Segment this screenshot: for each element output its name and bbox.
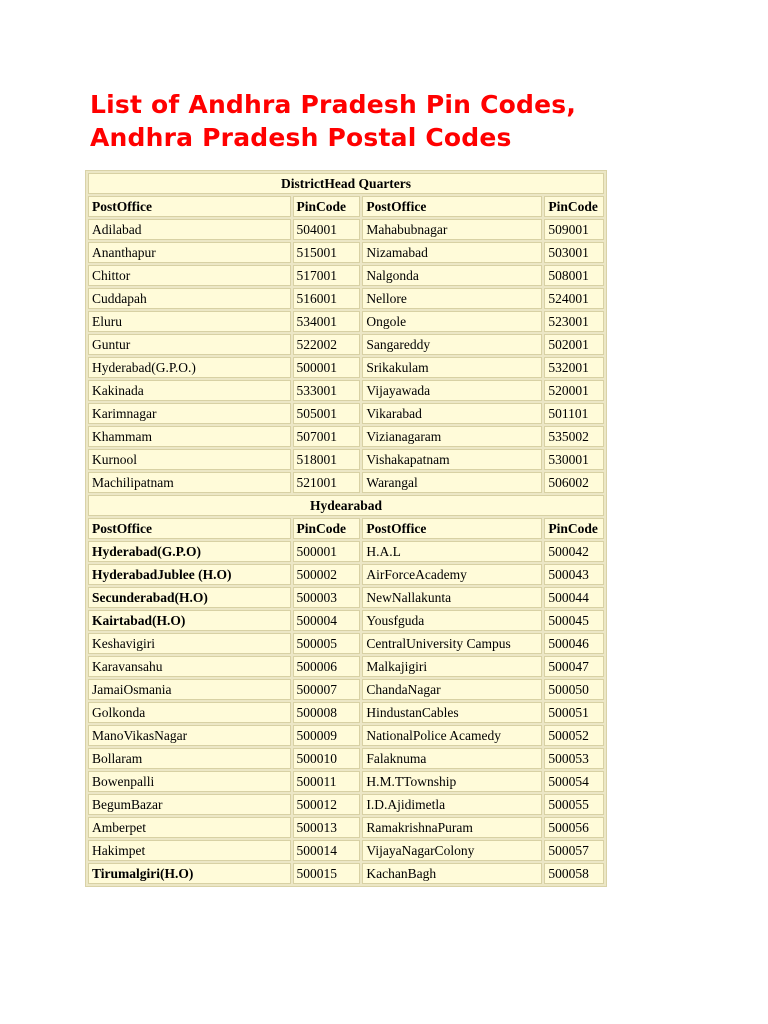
cell-post-office: Ongole <box>362 311 542 332</box>
column-header-row <box>88 518 604 539</box>
pin-code-table <box>85 170 607 887</box>
cell-post-office: Warangal <box>362 472 542 493</box>
cell-post-office: BegumBazar <box>88 794 291 815</box>
cell-post-office: Nizamabad <box>362 242 542 263</box>
column-header-pin-code: PinCode <box>293 518 361 539</box>
table-row <box>88 794 604 815</box>
cell-post-office: Bollaram <box>88 748 291 769</box>
cell-pin-code: 505001 <box>293 403 361 424</box>
cell-post-office: Hyderabad(G.P.O) <box>88 541 291 562</box>
column-header-post-office: PostOffice <box>88 196 291 217</box>
table-row <box>88 817 604 838</box>
table-row <box>88 610 604 631</box>
column-header-row <box>88 196 604 217</box>
cell-pin-code: 506002 <box>544 472 604 493</box>
cell-pin-code: 534001 <box>293 311 361 332</box>
cell-post-office: Cuddapah <box>88 288 291 309</box>
cell-post-office: Kakinada <box>88 380 291 401</box>
column-header-pin-code: PinCode <box>544 196 604 217</box>
cell-pin-code: 516001 <box>293 288 361 309</box>
cell-pin-code: 535002 <box>544 426 604 447</box>
cell-post-office: Guntur <box>88 334 291 355</box>
table-row <box>88 334 604 355</box>
column-header-pin-code: PinCode <box>293 196 361 217</box>
cell-post-office: Secunderabad(H.O) <box>88 587 291 608</box>
cell-post-office: Kairtabad(H.O) <box>88 610 291 631</box>
cell-pin-code: 500054 <box>544 771 604 792</box>
cell-pin-code: 500043 <box>544 564 604 585</box>
cell-pin-code: 500056 <box>544 817 604 838</box>
table-row <box>88 288 604 309</box>
cell-post-office: Chittor <box>88 265 291 286</box>
cell-pin-code: 524001 <box>544 288 604 309</box>
table-row <box>88 771 604 792</box>
cell-post-office: Vikarabad <box>362 403 542 424</box>
cell-pin-code: 532001 <box>544 357 604 378</box>
cell-post-office: Karavansahu <box>88 656 291 677</box>
table-row <box>88 679 604 700</box>
cell-pin-code: 500002 <box>293 564 361 585</box>
title-line-2: Andhra Pradesh Postal Codes <box>90 123 512 152</box>
section-heading: DistrictHead Quarters <box>88 173 604 194</box>
cell-pin-code: 518001 <box>293 449 361 470</box>
cell-post-office: Karimnagar <box>88 403 291 424</box>
cell-pin-code: 500053 <box>544 748 604 769</box>
cell-pin-code: 502001 <box>544 334 604 355</box>
table-row <box>88 541 604 562</box>
cell-post-office: NationalPolice Acamedy <box>362 725 542 746</box>
cell-pin-code: 509001 <box>544 219 604 240</box>
table-row <box>88 380 604 401</box>
cell-post-office: HindustanCables <box>362 702 542 723</box>
cell-post-office: Falaknuma <box>362 748 542 769</box>
cell-post-office: Keshavigiri <box>88 633 291 654</box>
section-heading: Hydearabad <box>88 495 604 516</box>
cell-post-office: Golkonda <box>88 702 291 723</box>
cell-pin-code: 500044 <box>544 587 604 608</box>
cell-pin-code: 500001 <box>293 541 361 562</box>
column-header-pin-code: PinCode <box>544 518 604 539</box>
table-row <box>88 840 604 861</box>
cell-post-office: Vishakapatnam <box>362 449 542 470</box>
cell-post-office: H.A.L <box>362 541 542 562</box>
table-row <box>88 725 604 746</box>
cell-pin-code: 503001 <box>544 242 604 263</box>
cell-post-office: Adilabad <box>88 219 291 240</box>
cell-pin-code: 500045 <box>544 610 604 631</box>
cell-post-office: AirForceAcademy <box>362 564 542 585</box>
table-row <box>88 357 604 378</box>
cell-pin-code: 530001 <box>544 449 604 470</box>
cell-post-office: CentralUniversity Campus <box>362 633 542 654</box>
table-row <box>88 656 604 677</box>
cell-post-office: Malkajigiri <box>362 656 542 677</box>
cell-post-office: Nalgonda <box>362 265 542 286</box>
cell-pin-code: 500008 <box>293 702 361 723</box>
table-row <box>88 449 604 470</box>
table-row <box>88 587 604 608</box>
cell-post-office: ChandaNagar <box>362 679 542 700</box>
cell-pin-code: 507001 <box>293 426 361 447</box>
cell-post-office: Srikakulam <box>362 357 542 378</box>
cell-pin-code: 500014 <box>293 840 361 861</box>
title-line-1: List of Andhra Pradesh Pin Codes, <box>90 90 577 119</box>
table-row <box>88 748 604 769</box>
cell-post-office: Sangareddy <box>362 334 542 355</box>
cell-pin-code: 500007 <box>293 679 361 700</box>
cell-post-office: Mahabubnagar <box>362 219 542 240</box>
table-row <box>88 219 604 240</box>
cell-pin-code: 500057 <box>544 840 604 861</box>
table-row <box>88 633 604 654</box>
cell-pin-code: 500047 <box>544 656 604 677</box>
cell-post-office: Tirumalgiri(H.O) <box>88 863 291 884</box>
cell-pin-code: 500013 <box>293 817 361 838</box>
cell-post-office: RamakrishnaPuram <box>362 817 542 838</box>
cell-pin-code: 500050 <box>544 679 604 700</box>
cell-post-office: Hakimpet <box>88 840 291 861</box>
cell-pin-code: 521001 <box>293 472 361 493</box>
cell-post-office: Ananthapur <box>88 242 291 263</box>
cell-pin-code: 517001 <box>293 265 361 286</box>
cell-pin-code: 500046 <box>544 633 604 654</box>
table-row <box>88 403 604 424</box>
cell-pin-code: 500006 <box>293 656 361 677</box>
cell-post-office: Khammam <box>88 426 291 447</box>
cell-pin-code: 523001 <box>544 311 604 332</box>
cell-post-office: ManoVikasNagar <box>88 725 291 746</box>
cell-pin-code: 500042 <box>544 541 604 562</box>
cell-pin-code: 500001 <box>293 357 361 378</box>
cell-pin-code: 500003 <box>293 587 361 608</box>
cell-post-office: Kurnool <box>88 449 291 470</box>
cell-post-office: HyderabadJublee (H.O) <box>88 564 291 585</box>
cell-pin-code: 500004 <box>293 610 361 631</box>
cell-pin-code: 515001 <box>293 242 361 263</box>
cell-post-office: Hyderabad(G.P.O.) <box>88 357 291 378</box>
cell-post-office: Yousfguda <box>362 610 542 631</box>
table-row <box>88 564 604 585</box>
section-heading-row <box>88 495 604 516</box>
pin-code-table-body <box>88 173 604 884</box>
cell-post-office: JamaiOsmania <box>88 679 291 700</box>
cell-pin-code: 500051 <box>544 702 604 723</box>
column-header-post-office: PostOffice <box>362 196 542 217</box>
cell-post-office: Nellore <box>362 288 542 309</box>
column-header-post-office: PostOffice <box>88 518 291 539</box>
cell-post-office: Machilipatnam <box>88 472 291 493</box>
cell-post-office: NewNallakunta <box>362 587 542 608</box>
cell-pin-code: 508001 <box>544 265 604 286</box>
table-row <box>88 242 604 263</box>
cell-pin-code: 500052 <box>544 725 604 746</box>
column-header-post-office: PostOffice <box>362 518 542 539</box>
cell-pin-code: 501101 <box>544 403 604 424</box>
page-title <box>90 88 730 154</box>
cell-post-office: Bowenpalli <box>88 771 291 792</box>
cell-post-office: Eluru <box>88 311 291 332</box>
table-row <box>88 702 604 723</box>
cell-pin-code: 522002 <box>293 334 361 355</box>
table-row <box>88 472 604 493</box>
cell-post-office: KachanBagh <box>362 863 542 884</box>
cell-post-office: Amberpet <box>88 817 291 838</box>
cell-pin-code: 500058 <box>544 863 604 884</box>
cell-pin-code: 500009 <box>293 725 361 746</box>
cell-pin-code: 504001 <box>293 219 361 240</box>
cell-pin-code: 500055 <box>544 794 604 815</box>
cell-pin-code: 500012 <box>293 794 361 815</box>
cell-pin-code: 533001 <box>293 380 361 401</box>
cell-post-office: H.M.TTownship <box>362 771 542 792</box>
cell-post-office: I.D.Ajidimetla <box>362 794 542 815</box>
cell-pin-code: 500010 <box>293 748 361 769</box>
cell-pin-code: 500011 <box>293 771 361 792</box>
cell-pin-code: 500015 <box>293 863 361 884</box>
table-row <box>88 863 604 884</box>
table-row <box>88 311 604 332</box>
cell-pin-code: 520001 <box>544 380 604 401</box>
table-row <box>88 426 604 447</box>
cell-post-office: Vizianagaram <box>362 426 542 447</box>
section-heading-row <box>88 173 604 194</box>
cell-post-office: VijayaNagarColony <box>362 840 542 861</box>
cell-post-office: Vijayawada <box>362 380 542 401</box>
table-row <box>88 265 604 286</box>
cell-pin-code: 500005 <box>293 633 361 654</box>
